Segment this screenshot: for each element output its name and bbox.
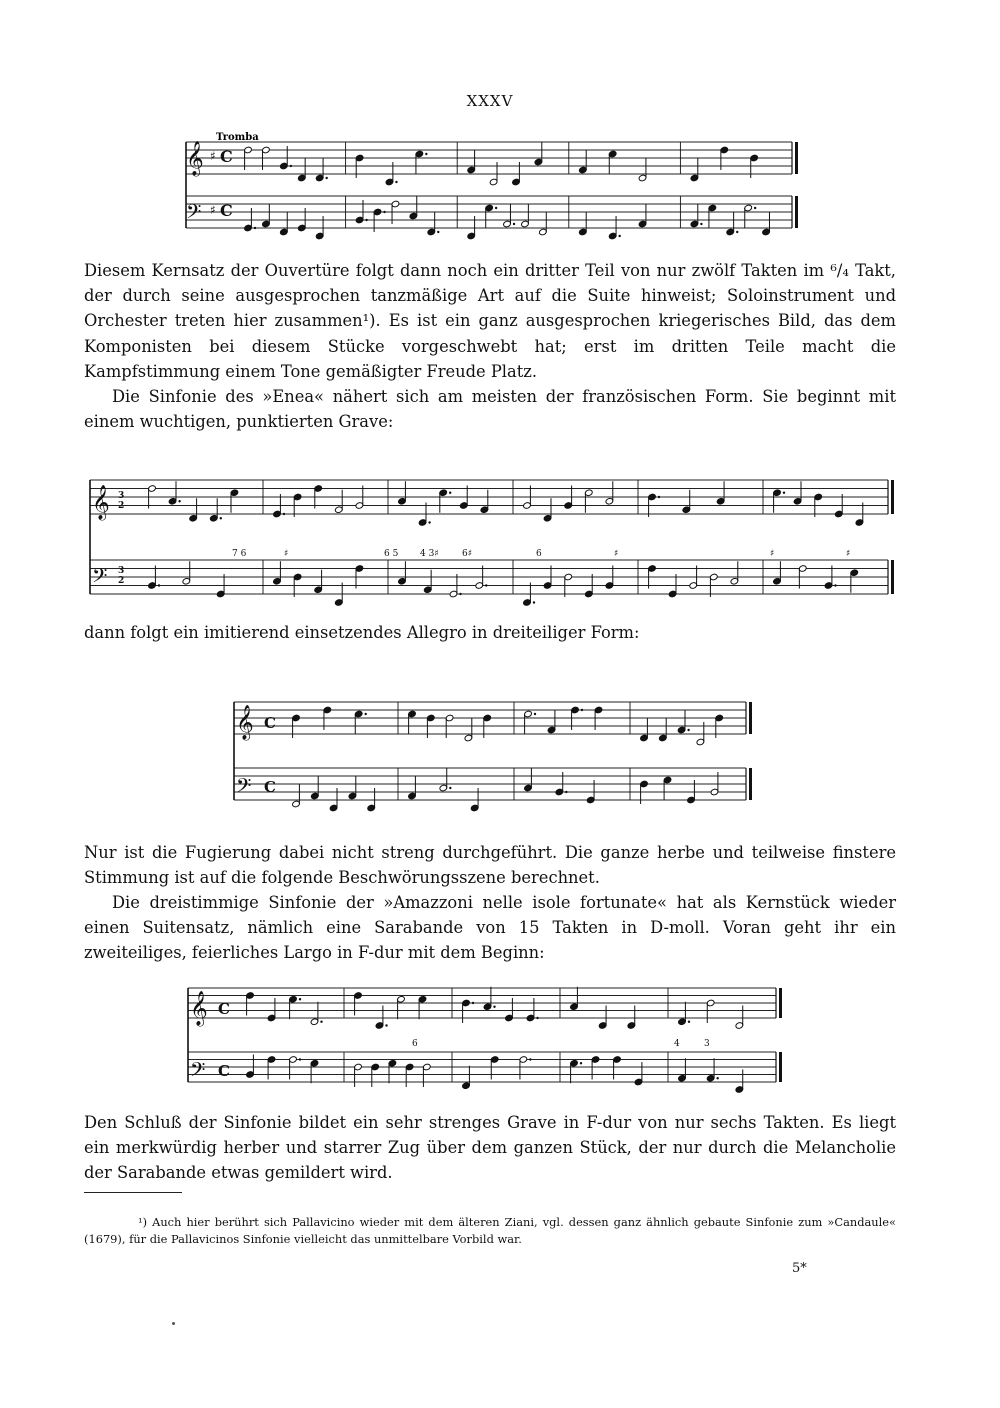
paragraph-1: Diesem Kernsatz der Ouvertüre folgt dann noch ein dritter Teil von nur zwölf Takten im ⁶/₄ Takt, der durch seine ausgesprochen tanzmäßige Art auf die Suite hinweist; Soloinstrument und Orchester treten hier zusammen¹). Es ist ein ganz ausgesprochen kriegerisches Bild, das dem Komponisten bei diesem Stücke vorgeschwebt hat; erst im dritten Teile macht die Kampfstimmung einem Tone gemäßigter Freude Platz. [84,261,896,381]
svg-text:C: C [264,714,276,732]
figured-bass-figure: 3 [704,1039,710,1049]
dot [383,211,385,213]
figured-bass-figure: ♯ [284,549,289,559]
final-barline [795,142,798,174]
svg-text:𝄞: 𝄞 [236,705,254,740]
dot [716,1077,718,1079]
dot [428,521,430,523]
dot [299,998,301,1000]
dot [493,1006,495,1008]
figured-bass-figure: 4 [674,1039,680,1049]
svg-text:C: C [264,778,276,796]
dot [158,584,160,586]
paragraph-2: Die Sinfonie des »Enea« nähert sich am meisten der französischen Form. Sie beginnt mit einem wuchtigen, punktierten Grave: [84,387,896,432]
svg-text:𝄞: 𝄞 [92,485,110,520]
dot [325,177,327,179]
dot [495,207,497,209]
dot [425,153,427,155]
dot [534,713,536,715]
svg-text:2: 2 [118,501,125,511]
dot [365,219,367,221]
paragraph-5: Die dreistimmige Sinfonie der »Amazzoni nelle isole fortunate« hat als Kernstück wieder einen Suitensatz, nämlich eine Sarabande von 15 Takten in D-moll. Voran geht ihr ein zweiteiliges, feierliches Largo in F-dur mit dem Beginn: [84,893,896,963]
svg-text:C: C [220,147,233,166]
dot [618,235,620,237]
dot [688,1021,690,1023]
notes [244,142,771,240]
paragraph-3: dann folgt ein imitierend einsetzendes Allegro in dreiteiliger Form: [84,623,640,642]
footnote-rule [84,1192,182,1193]
figured-bass-figure: ♯ [770,549,775,559]
dot [283,513,285,515]
music-example-3 [230,672,754,818]
dot [178,500,180,502]
dot [220,517,222,519]
dot [754,207,756,209]
final-barline [891,560,894,594]
dot [459,593,461,595]
figured-bass-figure: 6 [412,1039,418,1049]
dot [385,1024,387,1026]
dot [580,1062,582,1064]
dot [437,231,439,233]
clefs [186,141,233,228]
dot [700,223,702,225]
music-example-1 [180,128,800,240]
instrument-label: Tromba [216,132,259,143]
svg-text:𝄞: 𝄞 [186,141,204,176]
dot [290,165,292,167]
dot [364,713,366,715]
music-example-2 [84,456,898,606]
dot [299,1058,301,1060]
page-number: XXXV [466,92,514,110]
svg-text:𝄢: 𝄢 [186,200,202,228]
figured-bass-figure: 6♯ [462,549,473,559]
svg-text:𝄢: 𝄢 [92,564,108,592]
svg-text:𝄢: 𝄢 [190,1058,206,1086]
dot [320,1021,322,1023]
dot [254,227,256,229]
dot [834,584,836,586]
svg-text:C: C [220,201,233,220]
figured-bass-figure: 6 5 [384,549,399,559]
dot [687,729,689,731]
dot [581,709,583,711]
figured-bass-figure: 7 6 [232,549,247,559]
final-barline [779,988,782,1018]
dot [513,223,515,225]
dot [783,492,785,494]
final-barline [891,480,894,514]
dot [472,1002,474,1004]
dot [529,1058,531,1060]
final-barline [749,702,752,734]
svg-text:𝄢: 𝄢 [236,774,252,802]
svg-text:3: 3 [118,566,125,576]
paragraph-4: Nur ist die Fugierung dabei nicht streng durchgeführt. Die ganze herbe und teilweise finstere Stimmung ist auf die folgende Beschwörungsszene berechnet. [84,843,896,888]
dot [736,231,738,233]
dot [536,1017,538,1019]
svg-text:𝄞: 𝄞 [190,991,208,1026]
svg-text:3: 3 [118,491,125,501]
svg-text:C: C [218,1000,230,1018]
dot [449,492,451,494]
figured-bass-figure: 6 [536,549,542,559]
footnote: ¹) Auch hier berührt sich Pallavicino wieder mit dem älteren Ziani, vgl. dessen ganz ähnlich gebaute Sinfonie zum »Candaule« (1679), für die Pallavicinos Sinfonie vielleicht das unmittelbare Vorbild war. [84,1215,896,1246]
svg-text:♯: ♯ [210,149,216,163]
final-barline [795,196,798,228]
final-barline [779,1052,782,1082]
dot [485,584,487,586]
figured-bass-figure: ♯ [846,549,851,559]
svg-text:♯: ♯ [210,203,216,217]
dot [565,791,567,793]
dot [449,787,451,789]
figured-bass-figure: 4 3♯ [420,549,439,559]
dot [395,181,397,183]
page-speck [172,1322,175,1325]
svg-text:C: C [218,1062,230,1080]
figured-bass-figure: ♯ [614,549,619,559]
paragraph-6: Den Schluß der Sinfonie bildet ein sehr strenges Grave in F-dur von nur sechs Takten. Es liegt ein merkwürdig herber und starrer Zug über dem ganzen Stück, der nur durch die Melancholie der Sarabande etwas gemildert wird. [84,1113,896,1183]
music-example-4 [184,974,784,1100]
dot [658,496,660,498]
final-barline [749,768,752,800]
dot [533,601,535,603]
signature-mark: 5* [792,1261,807,1276]
svg-text:2: 2 [118,576,125,586]
